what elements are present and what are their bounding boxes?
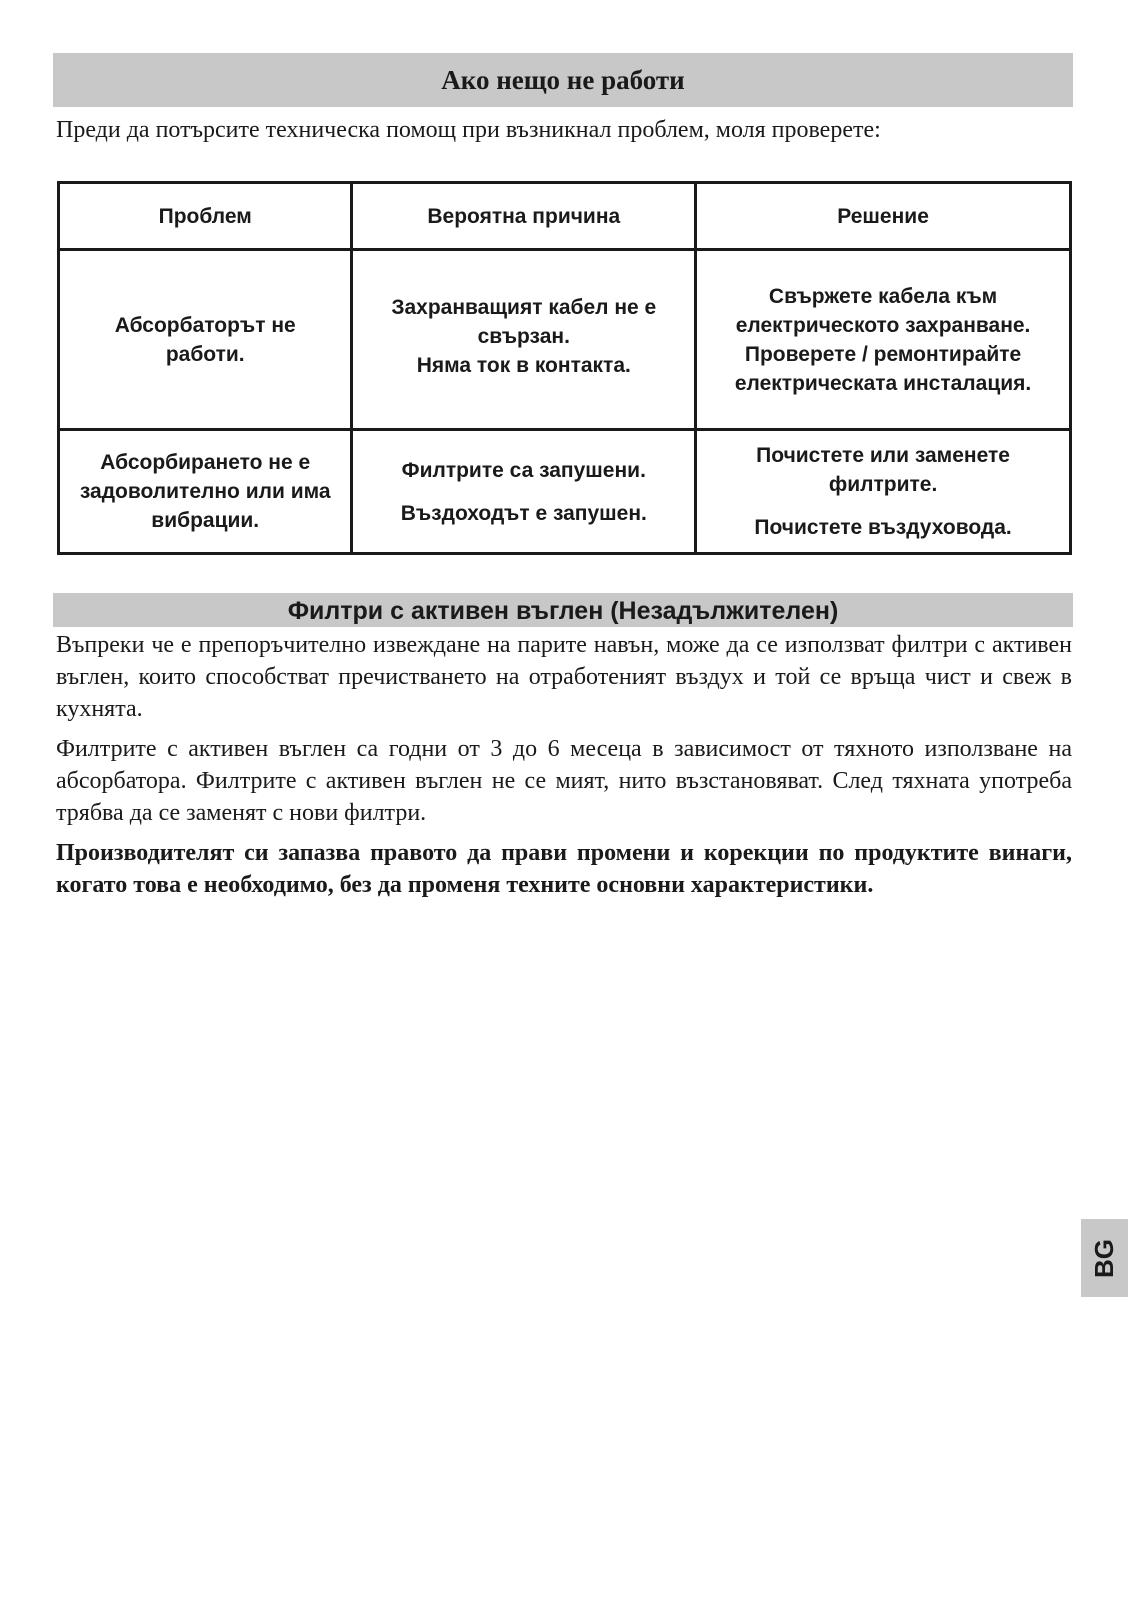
table-header-row xyxy=(59,183,1071,250)
troubleshooting-table xyxy=(57,181,1072,555)
section-title-carbon-filters: Филтри с активен въглен (Незадължителен) xyxy=(53,593,1073,627)
solution-cell xyxy=(696,250,1071,430)
cause-cell xyxy=(352,430,696,554)
carbon-filter-paragraph: Въпреки че е препоръчително извеждане на парите навън, може да се използват филтри с активен въглен, които способстват пречистването на отработеният въздух и той се връща чист и свеж в кухнята. xyxy=(56,632,1072,722)
table-row xyxy=(59,430,1071,554)
cause-text: Няма ток в контакта. xyxy=(416,354,631,377)
problem-text: Абсорбаторът не работи. xyxy=(114,313,296,366)
carbon-filter-paragraph: Филтрите с активен въглен са годни от 3 до 6 месеца в зависимост от тяхното използване на абсорбатора. Филтрите с активен въглен не се мият, нито възстановяват. След тяхната употреба трябва да се заменят с нови филтри. xyxy=(56,736,1072,826)
cause-text: Въздоходът е запушен. xyxy=(400,501,647,525)
solution-text: Свържете кабела към електрическото захранване. xyxy=(735,284,1031,337)
solution-cell xyxy=(696,430,1071,554)
header-solution: Решение xyxy=(696,183,1071,250)
solution-text: Проверете / ремонтирайте електрическата инсталация. xyxy=(734,342,1032,395)
cause-text: Филтрите са запушени. xyxy=(401,458,646,482)
header-problem: Проблем xyxy=(59,183,352,250)
solution-text: Почистете въздуховода. xyxy=(754,516,1012,539)
table-row xyxy=(59,250,1071,430)
language-code: BG xyxy=(1089,1238,1119,1278)
manufacturer-notice: Производителят си запазва правото да прави промени и корекции по продуктите винаги, когато това е необходимо, без да променя техните основни характеристики. xyxy=(56,840,1072,898)
problem-cell xyxy=(59,250,352,430)
language-tab xyxy=(1081,1219,1128,1297)
cause-cell xyxy=(352,250,696,430)
solution-text: Почистете или заменете филтрите. xyxy=(756,444,1010,496)
cause-text: Захранващият кабел не е свързан. xyxy=(391,296,657,348)
problem-cell xyxy=(59,430,352,554)
section-title-troubleshooting: Ако нещо не работи xyxy=(53,53,1073,107)
header-cause: Вероятна причина xyxy=(352,183,696,250)
intro-text: Преди да потърсите техническа помощ при възникнал проблем, моля проверете: xyxy=(56,117,881,143)
problem-text: Абсорбирането не е задоволително или има вибрации. xyxy=(79,451,331,532)
